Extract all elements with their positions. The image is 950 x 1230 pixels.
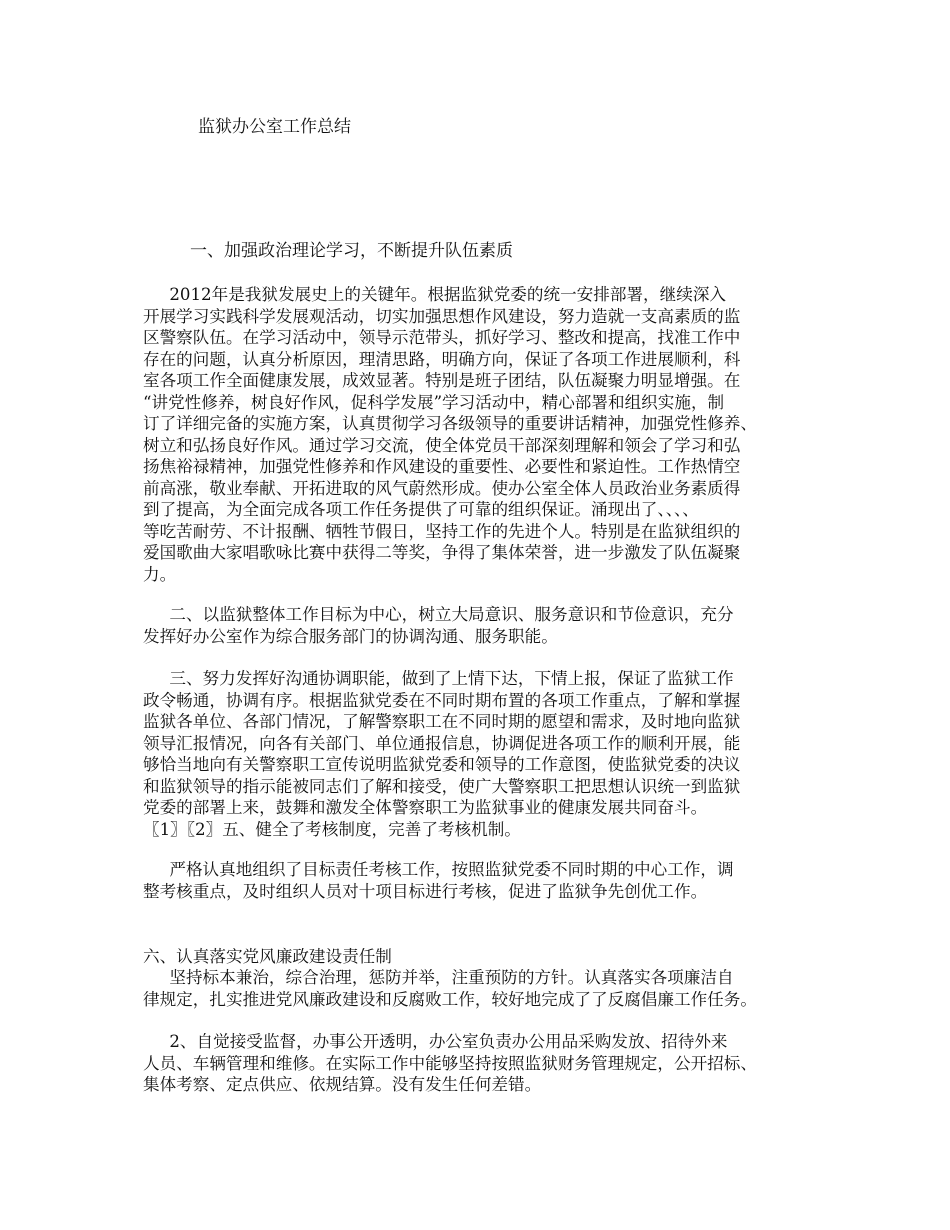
- paragraph-4: [143, 859, 823, 902]
- text-line: 集体考察、定点供应、依规结算。没有发生任何差错。: [143, 1075, 542, 1094]
- text-line: 到了提高，为全面完成各项工作任务提供了可靠的组织保证。涌现出了、、、、: [143, 500, 699, 519]
- text-line: 监狱各单位、各部门情况，了解警察职工在不同时期的愿望和需求，及时地向监狱: [143, 712, 741, 731]
- text-line: 订了详细完备的实施方案，认真贯彻学习各级领导的重要讲话精神，加强党性修养、: [143, 414, 757, 433]
- text-line: 严格认真地组织了目标责任考核工作，按照监狱党委不同时期的中心工作，调: [143, 860, 734, 879]
- text-line: 2、自觉接受监督，办事公开透明，办公室负责办公用品采购发放、招待外来: [143, 1032, 728, 1051]
- text-line: 政令畅通，协调有序。根据监狱党委在不同时期布置的各项工作重点，了解和掌握: [143, 690, 741, 710]
- text-line: 和监狱领导的指示能被同志们了解和接受，使广大警察职工把思想认识统一到监狱: [143, 776, 741, 796]
- text-line: 存在的问题，认真分析原因，理清思路，明确方向，保证了各项工作进展顺利，科: [143, 349, 741, 369]
- paragraph-1: [143, 284, 823, 585]
- text-line: “讲党性修养，树良好作风，促科学发展”学习活动中，精心部署和组织实施，制: [143, 392, 725, 412]
- text-line: 够恰当地向有关警察职工宣传说明监狱党委和领导的工作意图，使监狱党委的决议: [143, 755, 741, 774]
- text-line: 等吃苦耐劳、不计报酬、牺牲节假日，坚持工作的先进个人。特别是在监狱组织的: [143, 521, 741, 541]
- paragraph-6: [143, 1031, 823, 1096]
- text-line: 发挥好办公室作为综合服务部门的协调沟通、服务职能。: [143, 626, 558, 646]
- text-line: 二、以监狱整体工作目标为中心，树立大局意识、服务意识和节俭意识，充分: [143, 605, 734, 624]
- document-title: 监狱办公室工作总结: [198, 117, 351, 137]
- text-line: 〖1〗〖2〗五、健全了考核制度，完善了考核机制。: [143, 819, 521, 839]
- text-line: 律规定，扎实推进党风廉政建设和反腐败工作，较好地完成了了反腐倡廉工作任务。: [143, 989, 757, 1009]
- text-line: 力。: [143, 564, 177, 584]
- section-1-heading: 一、加强政治理论学习，不断提升队伍素质: [190, 241, 513, 261]
- section-6-heading-text: 六、认真落实党风廉政建设责任制: [143, 946, 392, 966]
- text-line: 2012年是我狱发展史上的关键年。根据监狱党委的统一安排部署，继续深入: [143, 285, 727, 304]
- text-line: 前高涨，敬业奉献、开拓进取的风气蔚然形成。使办公室全体人员政治业务素质得: [143, 478, 741, 498]
- text-line: 室各项工作全面健康发展，成效显著。特别是班子团结，队伍凝聚力明显增强。在: [143, 371, 741, 390]
- text-line: 三、努力发挥好沟通协调职能，做到了上情下达，下情上报，保证了监狱工作: [143, 669, 734, 688]
- text-line: 坚持标本兼治，综合治理，惩防并举，注重预防的方针。认真落实各项廉洁自: [143, 968, 734, 987]
- paragraph-2: [143, 604, 823, 647]
- text-line: 爱国歌曲大家唱歌咏比赛中获得二等奖，争得了集体荣誉，进一步激发了队伍凝聚: [143, 543, 741, 562]
- text-line: 领导汇报情况，向各有关部门、单位通报信息，协调促进各项工作的顺利开展，能: [143, 733, 741, 753]
- paragraph-5: [143, 967, 823, 1010]
- text-line: 区警察队伍。在学习活动中，领导示范带头，抓好学习、整改和提高，找准工作中: [143, 328, 741, 347]
- text-line: 扬焦裕禄精神，加强党性修养和作风建设的重要性、必要性和紧迫性。工作热情空: [143, 457, 741, 476]
- text-line: 整考核重点，及时组织人员对十项目标进行考核，促进了监狱争先创优工作。: [143, 881, 708, 901]
- text-line: 人员、车辆管理和维修。在实际工作中能够坚持按照监狱财务管理规定，公开招标、: [143, 1053, 757, 1073]
- text-line: 党委的部署上来，鼓舞和激发全体警察职工为监狱事业的健康发展共同奋斗。: [143, 798, 708, 817]
- text-line: 开展学习实践科学发展观活动，切实加强思想作风建设，努力造就一支高素质的监: [143, 306, 741, 326]
- text-line: 树立和弘扬良好作风。通过学习交流，使全体党员干部深刻理解和领会了学习和弘: [143, 435, 741, 455]
- paragraph-3: [143, 668, 823, 840]
